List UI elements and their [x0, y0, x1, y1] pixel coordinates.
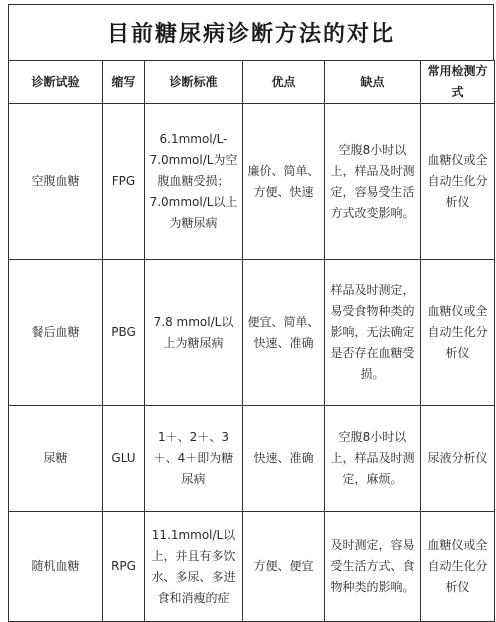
advantages-cell: 便宜、简单、快速、准确: [243, 260, 325, 406]
abbr-cell: RPG: [103, 512, 145, 622]
advantages-cell: 廉价、简单、方便、快速: [243, 104, 325, 260]
header-method: 常用检测方式: [421, 61, 495, 104]
method-cell: 尿液分析仪: [421, 406, 495, 512]
test-name-cell: 随机血糖: [9, 512, 103, 622]
abbr-cell: GLU: [103, 406, 145, 512]
standard-cell: 6.1mmol/L-7.0mmol/L为空腹血糖受损；7.0mmol/L以上为糖尿病: [145, 104, 243, 260]
table-row: [9, 260, 495, 406]
header-test: 诊断试验: [9, 61, 103, 104]
abbr-cell: FPG: [103, 104, 145, 260]
method-cell: 血糖仪或全自动生化分析仪: [421, 512, 495, 622]
advantages-cell: 方便、便宜: [243, 512, 325, 622]
comparison-table: [8, 60, 495, 622]
title-bar: [8, 4, 494, 60]
table-row: [9, 512, 495, 622]
disadvantages-cell: 空腹8小时以上，样品及时测定，容易受生活方式改变影响。: [325, 104, 421, 260]
table-row: [9, 104, 495, 260]
disadvantages-cell: 样品及时测定，易受食物种类的影响，无法确定是否存在血糖受损。: [325, 260, 421, 406]
header-row: [9, 61, 495, 104]
standard-cell: 1＋、2＋、3＋、4＋即为糖尿病: [145, 406, 243, 512]
header-standard: 诊断标准: [145, 61, 243, 104]
header-advantages: 优点: [243, 61, 325, 104]
test-name-cell: 餐后血糖: [9, 260, 103, 406]
test-name-cell: 尿糖: [9, 406, 103, 512]
disadvantages-cell: 空腹8小时以上，样品及时测定，麻烦。: [325, 406, 421, 512]
abbr-cell: PBG: [103, 260, 145, 406]
header-disadvantages: 缺点: [325, 61, 421, 104]
standard-cell: 11.1mmol/L以上，并且有多饮水、多尿、多进食和消瘦的症: [145, 512, 243, 622]
table-row: [9, 406, 495, 512]
page-title: 目前糖尿病诊断方法的对比: [106, 22, 395, 47]
method-cell: 血糖仪或全自动生化分析仪: [421, 104, 495, 260]
advantages-cell: 快速、准确: [243, 406, 325, 512]
method-cell: 血糖仪或全自动生化分析仪: [421, 260, 495, 406]
standard-cell: 7.8 mmol/L以上为糖尿病: [145, 260, 243, 406]
header-abbr: 缩写: [103, 61, 145, 104]
disadvantages-cell: 及时测定，容易受生活方式、食物种类的影响。: [325, 512, 421, 622]
test-name-cell: 空腹血糖: [9, 104, 103, 260]
